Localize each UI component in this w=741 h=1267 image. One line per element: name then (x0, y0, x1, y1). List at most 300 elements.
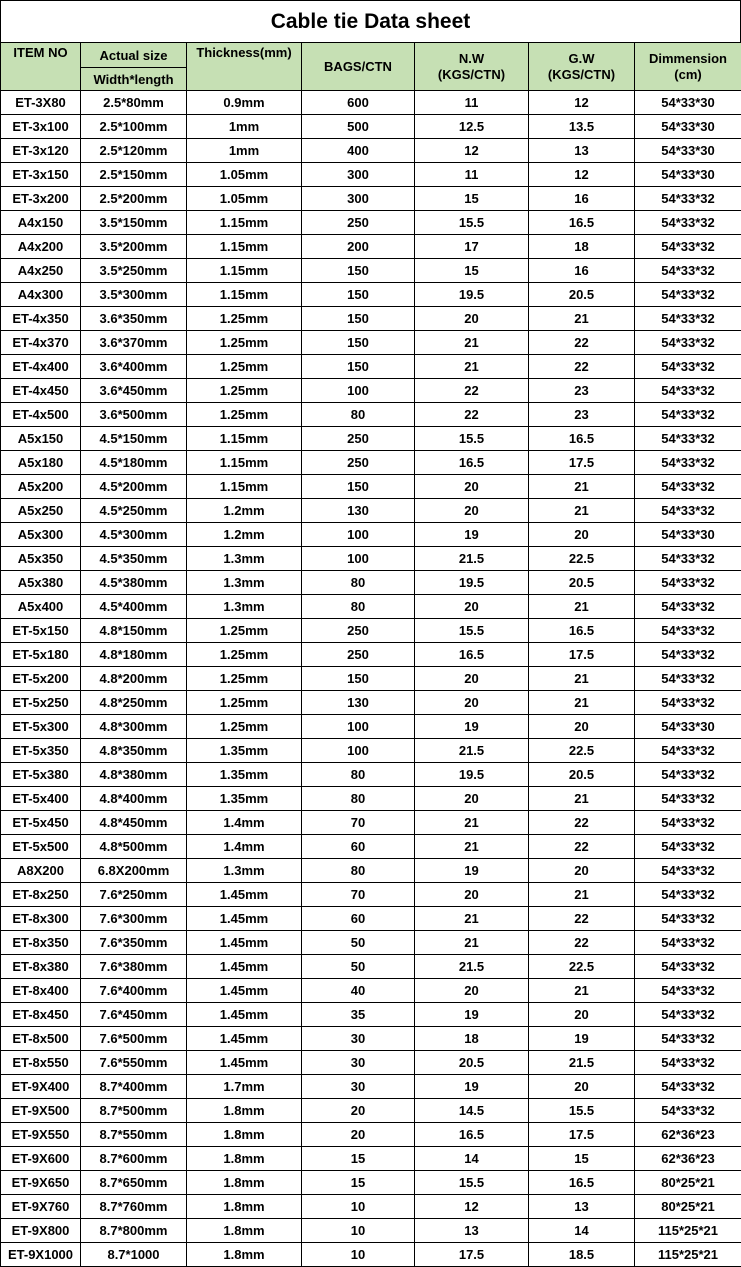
cell-actual-size: 2.5*150mm (81, 163, 187, 187)
table-row (1, 283, 741, 307)
table-row (1, 595, 741, 619)
cell-thickness: 1.2mm (187, 523, 302, 547)
cell-gw: 15 (529, 1147, 635, 1171)
cell-gw: 21 (529, 307, 635, 331)
cell-nw: 20 (415, 787, 529, 811)
cell-nw: 21.5 (415, 739, 529, 763)
table-row (1, 1051, 741, 1075)
cell-item-no: ET-3X80 (1, 91, 81, 115)
cell-dimension: 54*33*32 (635, 307, 741, 331)
cell-thickness: 1.25mm (187, 667, 302, 691)
header-dimension-line2: (cm) (635, 67, 741, 83)
cell-bags-ctn: 50 (302, 955, 415, 979)
cell-nw: 16.5 (415, 451, 529, 475)
cell-gw: 22 (529, 355, 635, 379)
table-row (1, 883, 741, 907)
cell-gw: 21 (529, 691, 635, 715)
table-row (1, 1003, 741, 1027)
cell-actual-size: 3.6*450mm (81, 379, 187, 403)
cell-nw: 19 (415, 859, 529, 883)
cell-dimension: 62*36*23 (635, 1123, 741, 1147)
cell-item-no: ET-5x380 (1, 763, 81, 787)
cell-actual-size: 4.5*350mm (81, 547, 187, 571)
cell-item-no: A5x150 (1, 427, 81, 451)
table-row (1, 571, 741, 595)
cell-actual-size: 4.5*150mm (81, 427, 187, 451)
header-dimension (635, 43, 741, 91)
cell-gw: 21 (529, 883, 635, 907)
cell-actual-size: 2.5*100mm (81, 115, 187, 139)
table-row (1, 115, 741, 139)
header-actual-size: Actual size (81, 43, 187, 68)
cell-bags-ctn: 500 (302, 115, 415, 139)
cell-nw: 21 (415, 907, 529, 931)
table-row (1, 1027, 741, 1051)
cell-gw: 16 (529, 187, 635, 211)
cell-gw: 13 (529, 139, 635, 163)
cell-actual-size: 4.8*250mm (81, 691, 187, 715)
cell-dimension: 62*36*23 (635, 1147, 741, 1171)
cell-thickness: 1.45mm (187, 1027, 302, 1051)
cell-bags-ctn: 600 (302, 91, 415, 115)
cell-thickness: 1.8mm (187, 1219, 302, 1243)
cell-actual-size: 3.5*200mm (81, 235, 187, 259)
cell-thickness: 1.8mm (187, 1171, 302, 1195)
table-row (1, 307, 741, 331)
cell-nw: 20 (415, 667, 529, 691)
cell-item-no: ET-9X1000 (1, 1243, 81, 1267)
cell-dimension: 54*33*32 (635, 1099, 741, 1123)
cell-dimension: 54*33*32 (635, 979, 741, 1003)
cell-nw: 20 (415, 691, 529, 715)
cell-bags-ctn: 150 (302, 475, 415, 499)
cell-nw: 15.5 (415, 427, 529, 451)
cell-gw: 20.5 (529, 283, 635, 307)
cell-thickness: 1.25mm (187, 715, 302, 739)
cell-nw: 14.5 (415, 1099, 529, 1123)
cell-dimension: 54*33*32 (635, 547, 741, 571)
cell-item-no: ET-3x100 (1, 115, 81, 139)
cell-thickness: 1.3mm (187, 859, 302, 883)
cell-gw: 21 (529, 499, 635, 523)
table-row (1, 139, 741, 163)
cell-gw: 22.5 (529, 547, 635, 571)
cell-dimension: 54*33*30 (635, 139, 741, 163)
cell-bags-ctn: 15 (302, 1147, 415, 1171)
cell-gw: 16.5 (529, 427, 635, 451)
cell-gw: 15.5 (529, 1099, 635, 1123)
cell-bags-ctn: 100 (302, 739, 415, 763)
cell-bags-ctn: 30 (302, 1051, 415, 1075)
cell-nw: 15.5 (415, 211, 529, 235)
cell-actual-size: 4.5*180mm (81, 451, 187, 475)
cell-thickness: 1.8mm (187, 1243, 302, 1267)
cell-actual-size: 8.7*500mm (81, 1099, 187, 1123)
cell-actual-size: 3.6*500mm (81, 403, 187, 427)
cell-actual-size: 4.8*150mm (81, 619, 187, 643)
cell-item-no: ET-9X400 (1, 1075, 81, 1099)
cell-item-no: ET-5x300 (1, 715, 81, 739)
cell-gw: 22.5 (529, 739, 635, 763)
table-row (1, 979, 741, 1003)
cell-bags-ctn: 80 (302, 571, 415, 595)
table-row (1, 355, 741, 379)
table-row (1, 619, 741, 643)
cell-actual-size: 7.6*250mm (81, 883, 187, 907)
cell-nw: 14 (415, 1147, 529, 1171)
cell-bags-ctn: 400 (302, 139, 415, 163)
table-row (1, 787, 741, 811)
cell-bags-ctn: 250 (302, 643, 415, 667)
cell-bags-ctn: 100 (302, 547, 415, 571)
cell-bags-ctn: 80 (302, 859, 415, 883)
cell-bags-ctn: 80 (302, 595, 415, 619)
cell-dimension: 54*33*32 (635, 595, 741, 619)
cell-item-no: A5x300 (1, 523, 81, 547)
cell-gw: 21.5 (529, 1051, 635, 1075)
cell-dimension: 54*33*32 (635, 235, 741, 259)
cell-bags-ctn: 150 (302, 355, 415, 379)
cell-gw: 16 (529, 259, 635, 283)
table-row (1, 259, 741, 283)
cell-thickness: 1.15mm (187, 475, 302, 499)
header-nw-line1: N.W (415, 51, 528, 67)
cell-nw: 22 (415, 379, 529, 403)
cell-thickness: 1.7mm (187, 1075, 302, 1099)
table-row (1, 379, 741, 403)
cell-actual-size: 3.5*250mm (81, 259, 187, 283)
table-row (1, 1099, 741, 1123)
cell-thickness: 1.45mm (187, 955, 302, 979)
cell-nw: 20 (415, 475, 529, 499)
table-row (1, 667, 741, 691)
cell-nw: 12 (415, 1195, 529, 1219)
cell-thickness: 1.3mm (187, 595, 302, 619)
cell-actual-size: 4.5*380mm (81, 571, 187, 595)
table-header (1, 43, 741, 91)
cell-actual-size: 4.8*350mm (81, 739, 187, 763)
cell-bags-ctn: 250 (302, 211, 415, 235)
cell-item-no: A5x180 (1, 451, 81, 475)
cell-actual-size: 4.5*400mm (81, 595, 187, 619)
cell-bags-ctn: 150 (302, 331, 415, 355)
cell-bags-ctn: 100 (302, 379, 415, 403)
cell-bags-ctn: 30 (302, 1027, 415, 1051)
cell-nw: 12 (415, 139, 529, 163)
cell-nw: 20 (415, 595, 529, 619)
cell-thickness: 1.25mm (187, 355, 302, 379)
table-body (1, 91, 741, 1267)
cell-actual-size: 2.5*120mm (81, 139, 187, 163)
table-row (1, 1123, 741, 1147)
cell-item-no: ET-8x380 (1, 955, 81, 979)
cell-actual-size: 3.6*400mm (81, 355, 187, 379)
cell-gw: 13.5 (529, 115, 635, 139)
cell-thickness: 1.35mm (187, 787, 302, 811)
cell-bags-ctn: 130 (302, 499, 415, 523)
cell-thickness: 1mm (187, 115, 302, 139)
cell-item-no: A5x200 (1, 475, 81, 499)
cell-thickness: 1.35mm (187, 763, 302, 787)
cell-item-no: A5x350 (1, 547, 81, 571)
cell-nw: 17.5 (415, 1243, 529, 1267)
table-row (1, 1171, 741, 1195)
cell-item-no: ET-9X550 (1, 1123, 81, 1147)
cell-dimension: 54*33*32 (635, 931, 741, 955)
cell-thickness: 1.8mm (187, 1099, 302, 1123)
cell-nw: 21.5 (415, 547, 529, 571)
cell-thickness: 1.05mm (187, 163, 302, 187)
cell-nw: 19.5 (415, 571, 529, 595)
cell-nw: 20 (415, 883, 529, 907)
cell-actual-size: 8.7*600mm (81, 1147, 187, 1171)
cell-item-no: ET-4x400 (1, 355, 81, 379)
table-row (1, 427, 741, 451)
cell-nw: 21 (415, 355, 529, 379)
cell-nw: 22 (415, 403, 529, 427)
cell-bags-ctn: 150 (302, 259, 415, 283)
table-row (1, 211, 741, 235)
cell-dimension: 54*33*32 (635, 619, 741, 643)
cell-dimension: 54*33*32 (635, 955, 741, 979)
cell-gw: 19 (529, 1027, 635, 1051)
cell-actual-size: 4.8*400mm (81, 787, 187, 811)
cell-thickness: 1.25mm (187, 643, 302, 667)
cell-dimension: 54*33*32 (635, 571, 741, 595)
cell-dimension: 54*33*32 (635, 691, 741, 715)
cell-nw: 21 (415, 331, 529, 355)
cell-dimension: 54*33*32 (635, 259, 741, 283)
table-row (1, 859, 741, 883)
cell-nw: 15 (415, 259, 529, 283)
cell-nw: 20 (415, 307, 529, 331)
cell-actual-size: 4.5*200mm (81, 475, 187, 499)
cell-dimension: 54*33*32 (635, 355, 741, 379)
cell-thickness: 1.45mm (187, 883, 302, 907)
table-row (1, 331, 741, 355)
cell-nw: 19 (415, 1003, 529, 1027)
cell-nw: 15 (415, 187, 529, 211)
header-bags-ctn: BAGS/CTN (302, 43, 415, 91)
cell-bags-ctn: 80 (302, 787, 415, 811)
cell-nw: 20 (415, 499, 529, 523)
cell-dimension: 54*33*30 (635, 115, 741, 139)
cell-bags-ctn: 70 (302, 811, 415, 835)
cell-gw: 20.5 (529, 763, 635, 787)
cell-bags-ctn: 300 (302, 187, 415, 211)
cell-item-no: ET-8x350 (1, 931, 81, 955)
cell-actual-size: 3.5*150mm (81, 211, 187, 235)
cell-actual-size: 8.7*760mm (81, 1195, 187, 1219)
cell-dimension: 54*33*32 (635, 403, 741, 427)
cell-actual-size: 3.5*300mm (81, 283, 187, 307)
cell-item-no: ET-3x120 (1, 139, 81, 163)
cell-bags-ctn: 100 (302, 715, 415, 739)
cell-thickness: 1.25mm (187, 307, 302, 331)
cell-item-no: ET-8x450 (1, 1003, 81, 1027)
cell-gw: 21 (529, 979, 635, 1003)
cell-item-no: ET-9X500 (1, 1099, 81, 1123)
cell-dimension: 54*33*32 (635, 451, 741, 475)
cell-actual-size: 8.7*400mm (81, 1075, 187, 1099)
cell-nw: 18 (415, 1027, 529, 1051)
cell-nw: 13 (415, 1219, 529, 1243)
cell-thickness: 1.3mm (187, 547, 302, 571)
cell-nw: 20 (415, 979, 529, 1003)
cell-nw: 15.5 (415, 619, 529, 643)
cell-dimension: 54*33*30 (635, 91, 741, 115)
cell-thickness: 1.4mm (187, 835, 302, 859)
table-row (1, 1195, 741, 1219)
cell-gw: 22 (529, 331, 635, 355)
cell-actual-size: 7.6*380mm (81, 955, 187, 979)
cell-bags-ctn: 80 (302, 403, 415, 427)
cell-dimension: 54*33*32 (635, 187, 741, 211)
cell-gw: 17.5 (529, 643, 635, 667)
cell-dimension: 54*33*32 (635, 211, 741, 235)
cell-nw: 21 (415, 835, 529, 859)
cell-actual-size: 3.6*350mm (81, 307, 187, 331)
cell-thickness: 1.8mm (187, 1147, 302, 1171)
cell-nw: 17 (415, 235, 529, 259)
cell-thickness: 1.35mm (187, 739, 302, 763)
cell-bags-ctn: 200 (302, 235, 415, 259)
cell-item-no: ET-5x250 (1, 691, 81, 715)
table-row (1, 187, 741, 211)
table-row (1, 811, 741, 835)
header-nw-line2: (KGS/CTN) (415, 67, 528, 83)
cell-actual-size: 4.5*250mm (81, 499, 187, 523)
cell-dimension: 54*33*32 (635, 283, 741, 307)
table-row (1, 1219, 741, 1243)
cell-item-no: ET-4x500 (1, 403, 81, 427)
cell-thickness: 1.05mm (187, 187, 302, 211)
header-width-length: Width*length (81, 68, 187, 91)
cell-item-no: ET-9X600 (1, 1147, 81, 1171)
cell-dimension: 54*33*32 (635, 475, 741, 499)
cell-thickness: 1.3mm (187, 571, 302, 595)
sheet-title: Cable tie Data sheet (0, 0, 741, 42)
header-nw (415, 43, 529, 91)
cell-item-no: A5x250 (1, 499, 81, 523)
cell-gw: 16.5 (529, 211, 635, 235)
cell-nw: 16.5 (415, 643, 529, 667)
cell-gw: 21 (529, 787, 635, 811)
cell-thickness: 1.45mm (187, 1051, 302, 1075)
cell-bags-ctn: 130 (302, 691, 415, 715)
cell-bags-ctn: 20 (302, 1099, 415, 1123)
cell-dimension: 54*33*32 (635, 1027, 741, 1051)
table-row (1, 547, 741, 571)
cell-item-no: A5x380 (1, 571, 81, 595)
cell-gw: 12 (529, 91, 635, 115)
cell-dimension: 54*33*32 (635, 835, 741, 859)
cell-dimension: 54*33*32 (635, 499, 741, 523)
cell-gw: 22.5 (529, 955, 635, 979)
cell-bags-ctn: 250 (302, 619, 415, 643)
cell-item-no: ET-3x150 (1, 163, 81, 187)
cell-nw: 11 (415, 91, 529, 115)
cell-item-no: A4x200 (1, 235, 81, 259)
cell-actual-size: 4.5*300mm (81, 523, 187, 547)
cell-nw: 19 (415, 715, 529, 739)
cell-thickness: 1.25mm (187, 403, 302, 427)
cell-dimension: 54*33*32 (635, 907, 741, 931)
cell-nw: 19 (415, 1075, 529, 1099)
cell-thickness: 1.45mm (187, 1003, 302, 1027)
table-row (1, 955, 741, 979)
cell-bags-ctn: 60 (302, 907, 415, 931)
cell-nw: 21 (415, 931, 529, 955)
cell-gw: 16.5 (529, 619, 635, 643)
cell-item-no: A4x150 (1, 211, 81, 235)
cell-dimension: 54*33*32 (635, 787, 741, 811)
cell-thickness: 1.15mm (187, 451, 302, 475)
cell-nw: 20.5 (415, 1051, 529, 1075)
cell-gw: 20.5 (529, 571, 635, 595)
cell-bags-ctn: 10 (302, 1195, 415, 1219)
cell-item-no: ET-8x300 (1, 907, 81, 931)
cell-item-no: ET-5x180 (1, 643, 81, 667)
cell-bags-ctn: 250 (302, 427, 415, 451)
cell-gw: 21 (529, 475, 635, 499)
cell-actual-size: 8.7*650mm (81, 1171, 187, 1195)
cell-bags-ctn: 300 (302, 163, 415, 187)
cell-item-no: ET-8x400 (1, 979, 81, 1003)
cell-bags-ctn: 80 (302, 763, 415, 787)
cell-thickness: 1.4mm (187, 811, 302, 835)
cell-item-no: A4x250 (1, 259, 81, 283)
cell-bags-ctn: 70 (302, 883, 415, 907)
table-row (1, 907, 741, 931)
cell-actual-size: 4.8*180mm (81, 643, 187, 667)
cell-dimension: 54*33*32 (635, 811, 741, 835)
cell-bags-ctn: 50 (302, 931, 415, 955)
cell-bags-ctn: 60 (302, 835, 415, 859)
cell-thickness: 1.2mm (187, 499, 302, 523)
cell-dimension: 115*25*21 (635, 1243, 741, 1267)
cell-gw: 21 (529, 595, 635, 619)
cell-gw: 17.5 (529, 1123, 635, 1147)
table-row (1, 763, 741, 787)
cell-item-no: ET-5x350 (1, 739, 81, 763)
table-row (1, 1147, 741, 1171)
cell-thickness: 1.25mm (187, 691, 302, 715)
cell-gw: 22 (529, 907, 635, 931)
cell-dimension: 54*33*32 (635, 379, 741, 403)
cell-item-no: ET-9X800 (1, 1219, 81, 1243)
cell-thickness: 0.9mm (187, 91, 302, 115)
cell-dimension: 54*33*32 (635, 1075, 741, 1099)
table-row (1, 643, 741, 667)
cell-nw: 16.5 (415, 1123, 529, 1147)
cell-gw: 21 (529, 667, 635, 691)
table-row (1, 475, 741, 499)
table-row (1, 523, 741, 547)
cell-dimension: 54*33*32 (635, 1003, 741, 1027)
cell-dimension: 80*25*21 (635, 1195, 741, 1219)
cell-gw: 14 (529, 1219, 635, 1243)
cell-actual-size: 7.6*550mm (81, 1051, 187, 1075)
cell-gw: 18 (529, 235, 635, 259)
cell-bags-ctn: 10 (302, 1219, 415, 1243)
cell-bags-ctn: 250 (302, 451, 415, 475)
cell-thickness: 1.15mm (187, 427, 302, 451)
cell-bags-ctn: 150 (302, 667, 415, 691)
cell-item-no: ET-5x400 (1, 787, 81, 811)
cell-dimension: 54*33*32 (635, 859, 741, 883)
cell-gw: 23 (529, 403, 635, 427)
